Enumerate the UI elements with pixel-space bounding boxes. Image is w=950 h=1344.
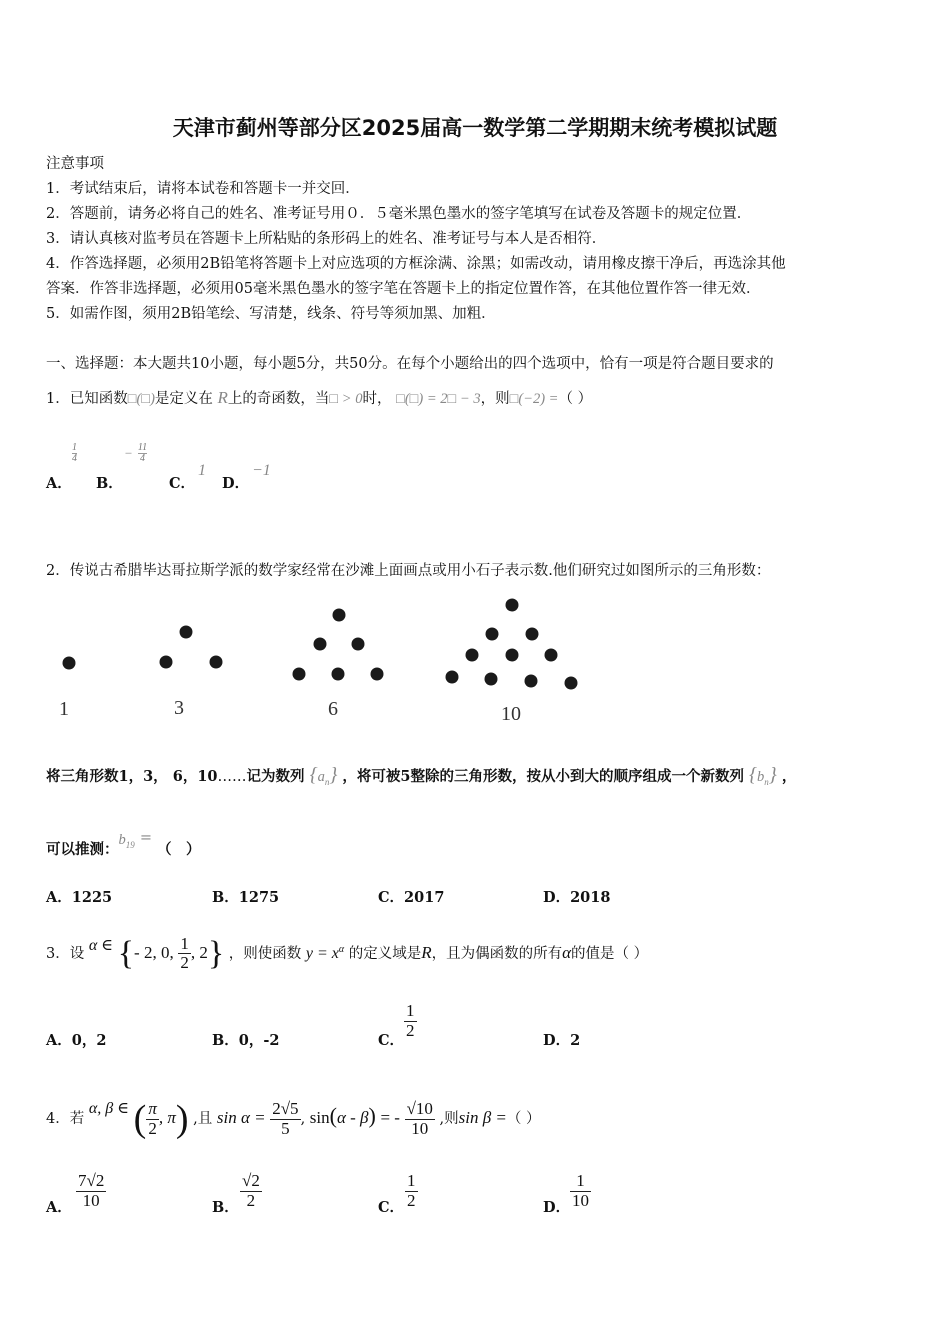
figure-label: 1 (59, 698, 69, 720)
option-b: B．1275 (212, 889, 280, 906)
figure-dot (160, 656, 173, 669)
notice-item: 5．如需作图，须用2B铅笔绘、写清楚，线条、符号等须加黑、加粗． (46, 306, 496, 322)
option-c: C．2017 (378, 889, 445, 906)
figure-dot (485, 673, 498, 686)
question-3: 3．设 α ∈ {- 2, 0, $\frac{1}{2}$ , 2} ，则使函数 $y = x^\alpha$ 的定义域是R，且为偶函数的所有α的值是（ ） (46, 933, 649, 973)
option-c-label: C． (169, 475, 196, 492)
figure-dot (352, 638, 365, 651)
page-title: 天津市蓟州等部分区2025届高一数学第二学期期末统考模拟试题 (172, 116, 778, 140)
option-b-value: − $\frac{11}{4}$ (124, 442, 148, 464)
figure-dot (63, 657, 76, 670)
section-heading: 一、选择题：本大题共10小题，每小题5分，共50分。在每个小题给出的四个选项中，恰有一项是符合题目要求的 (46, 356, 774, 372)
figure-dot (333, 609, 346, 622)
figure-label: 3 (174, 697, 184, 719)
figure-dot (180, 626, 193, 639)
figure-dot (314, 638, 327, 651)
option-b-label: B． (96, 475, 123, 492)
option-a: A．1225 (46, 889, 113, 906)
figure-dot (466, 649, 479, 662)
option-a-value: $\frac{1}{4}$ (72, 442, 77, 464)
figure-dot (332, 668, 345, 681)
figure-dot (506, 649, 519, 662)
option-d: D．2018 (543, 889, 611, 906)
option-c-label: C． (378, 1199, 405, 1216)
figure-label: 10 (501, 703, 521, 725)
notice-heading: 注意事项 (46, 156, 104, 172)
option-a-value: $\frac{7√2}{10}$ (78, 1171, 105, 1210)
figure-dot (446, 671, 459, 684)
option-b-value: $\frac{√2}{2}$ (242, 1171, 260, 1210)
option-d: D．2 (543, 1032, 581, 1049)
notice-item: 3．请认真核对监考员在答题卡上所粘贴的条形码上的姓名、准考证号与本人是否相符． (46, 231, 607, 247)
option-a: A．0，2 (46, 1032, 107, 1049)
option-d-value: −1 (252, 462, 271, 479)
triangular-numbers-figure (40, 592, 600, 727)
option-b-label: B． (212, 1199, 239, 1216)
question-2: 2．传说古希腊毕达哥拉斯学派的数学家经常在沙滩上面画点或用小石子表示数.他们研究过如图所示的三角形数： (46, 563, 771, 579)
figure-dot (506, 599, 519, 612)
notice-item: 2．答题前，请务必将自己的姓名、准考证号用０．５毫米黑色墨水的签字笔填写在试卷及答题卡的规定位置． (46, 206, 752, 222)
option-c-value: $\frac{1}{2}$ (406, 1001, 415, 1040)
option-d-label: D． (543, 1199, 571, 1216)
notice-item: 答案．作答非选择题，必须用05毫米黑色墨水的签字笔在答题卡上的指定位置作答，在其他位置作答一律无效． (46, 281, 761, 297)
notice-item: 4．作答选择题，必须用2B铅笔将答题卡上对应选项的方框涂满、涂黑；如需改动，请用橡皮擦干净后，再选涂其他 (46, 256, 786, 272)
question-1: 1．已知函数□(□)是定义在 R上的奇函数，当□ > 0时， □(□) = 2□ − 3，则□(−2) =（ ） (46, 388, 593, 407)
figure-dot (210, 656, 223, 669)
figure-dot (293, 668, 306, 681)
question-4: 4．若 α, β ∈ ( $\frac{\pi}{2}$ , π) ,且 sin α = $\frac{2√5}{5}$ , sin(α - β) = - $\frac{√10}{10}$ ,则sin β =（ ） (46, 1098, 541, 1140)
figure-label: 6 (328, 698, 338, 720)
option-a-label: A． (46, 475, 72, 492)
question-2-ask: 可以推测：$b_{19}$ = （ ） (46, 830, 201, 858)
figure-dot (525, 675, 538, 688)
figure-dot (371, 668, 384, 681)
option-d-label: D． (222, 475, 250, 492)
question-2-body: 将三角形数1，3， 6，10……记为数列 $\{a_n\}$ ，将可被5整除的三角形数，按从小到大的顺序组成一个新数列 $\{b_n\}$ ， (46, 764, 797, 787)
option-c-value: 1 (198, 462, 206, 479)
option-a-label: A． (46, 1199, 72, 1216)
option-d-value: $\frac{1}{10}$ (572, 1171, 589, 1210)
figure-dot (526, 628, 539, 641)
option-c-value: $\frac{1}{2}$ (407, 1171, 416, 1210)
notice-item: 1．考试结束后，请将本试卷和答题卡一并交回． (46, 181, 360, 197)
option-b: B．0，-2 (212, 1032, 280, 1049)
figure-dot (486, 628, 499, 641)
figure-dot (545, 649, 558, 662)
figure-dot (565, 677, 578, 690)
option-c: C． (378, 1032, 405, 1049)
